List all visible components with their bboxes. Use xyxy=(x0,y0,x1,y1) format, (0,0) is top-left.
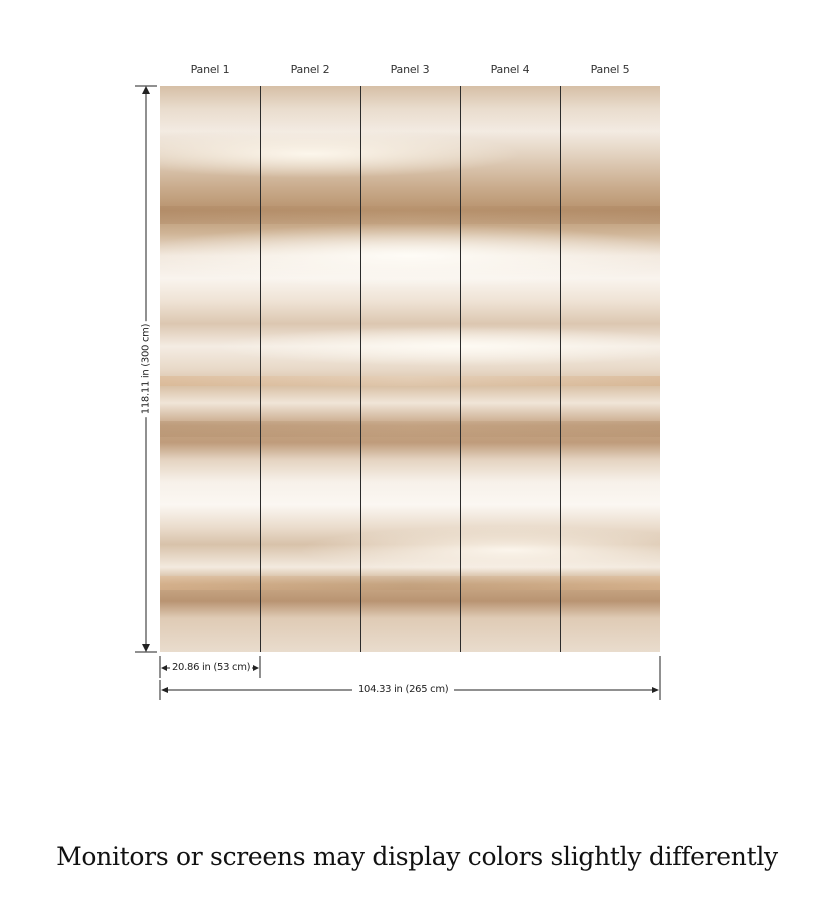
panel-label-4: Panel 4 xyxy=(490,63,530,76)
panel-label-3: Panel 3 xyxy=(390,63,430,76)
panel-width-label: 20.86 in (53 cm) xyxy=(172,662,251,673)
total-width-label: 104.33 in (265 cm) xyxy=(352,684,454,695)
panel-label-1: Panel 1 xyxy=(190,63,230,76)
color-disclaimer-caption: Monitors or screens may display colors slightly differently xyxy=(56,842,778,871)
panel-label-5: Panel 5 xyxy=(590,63,630,76)
panel-label-2: Panel 2 xyxy=(290,63,330,76)
height-dimension-label: 118.11 in (300 cm) xyxy=(141,321,152,417)
